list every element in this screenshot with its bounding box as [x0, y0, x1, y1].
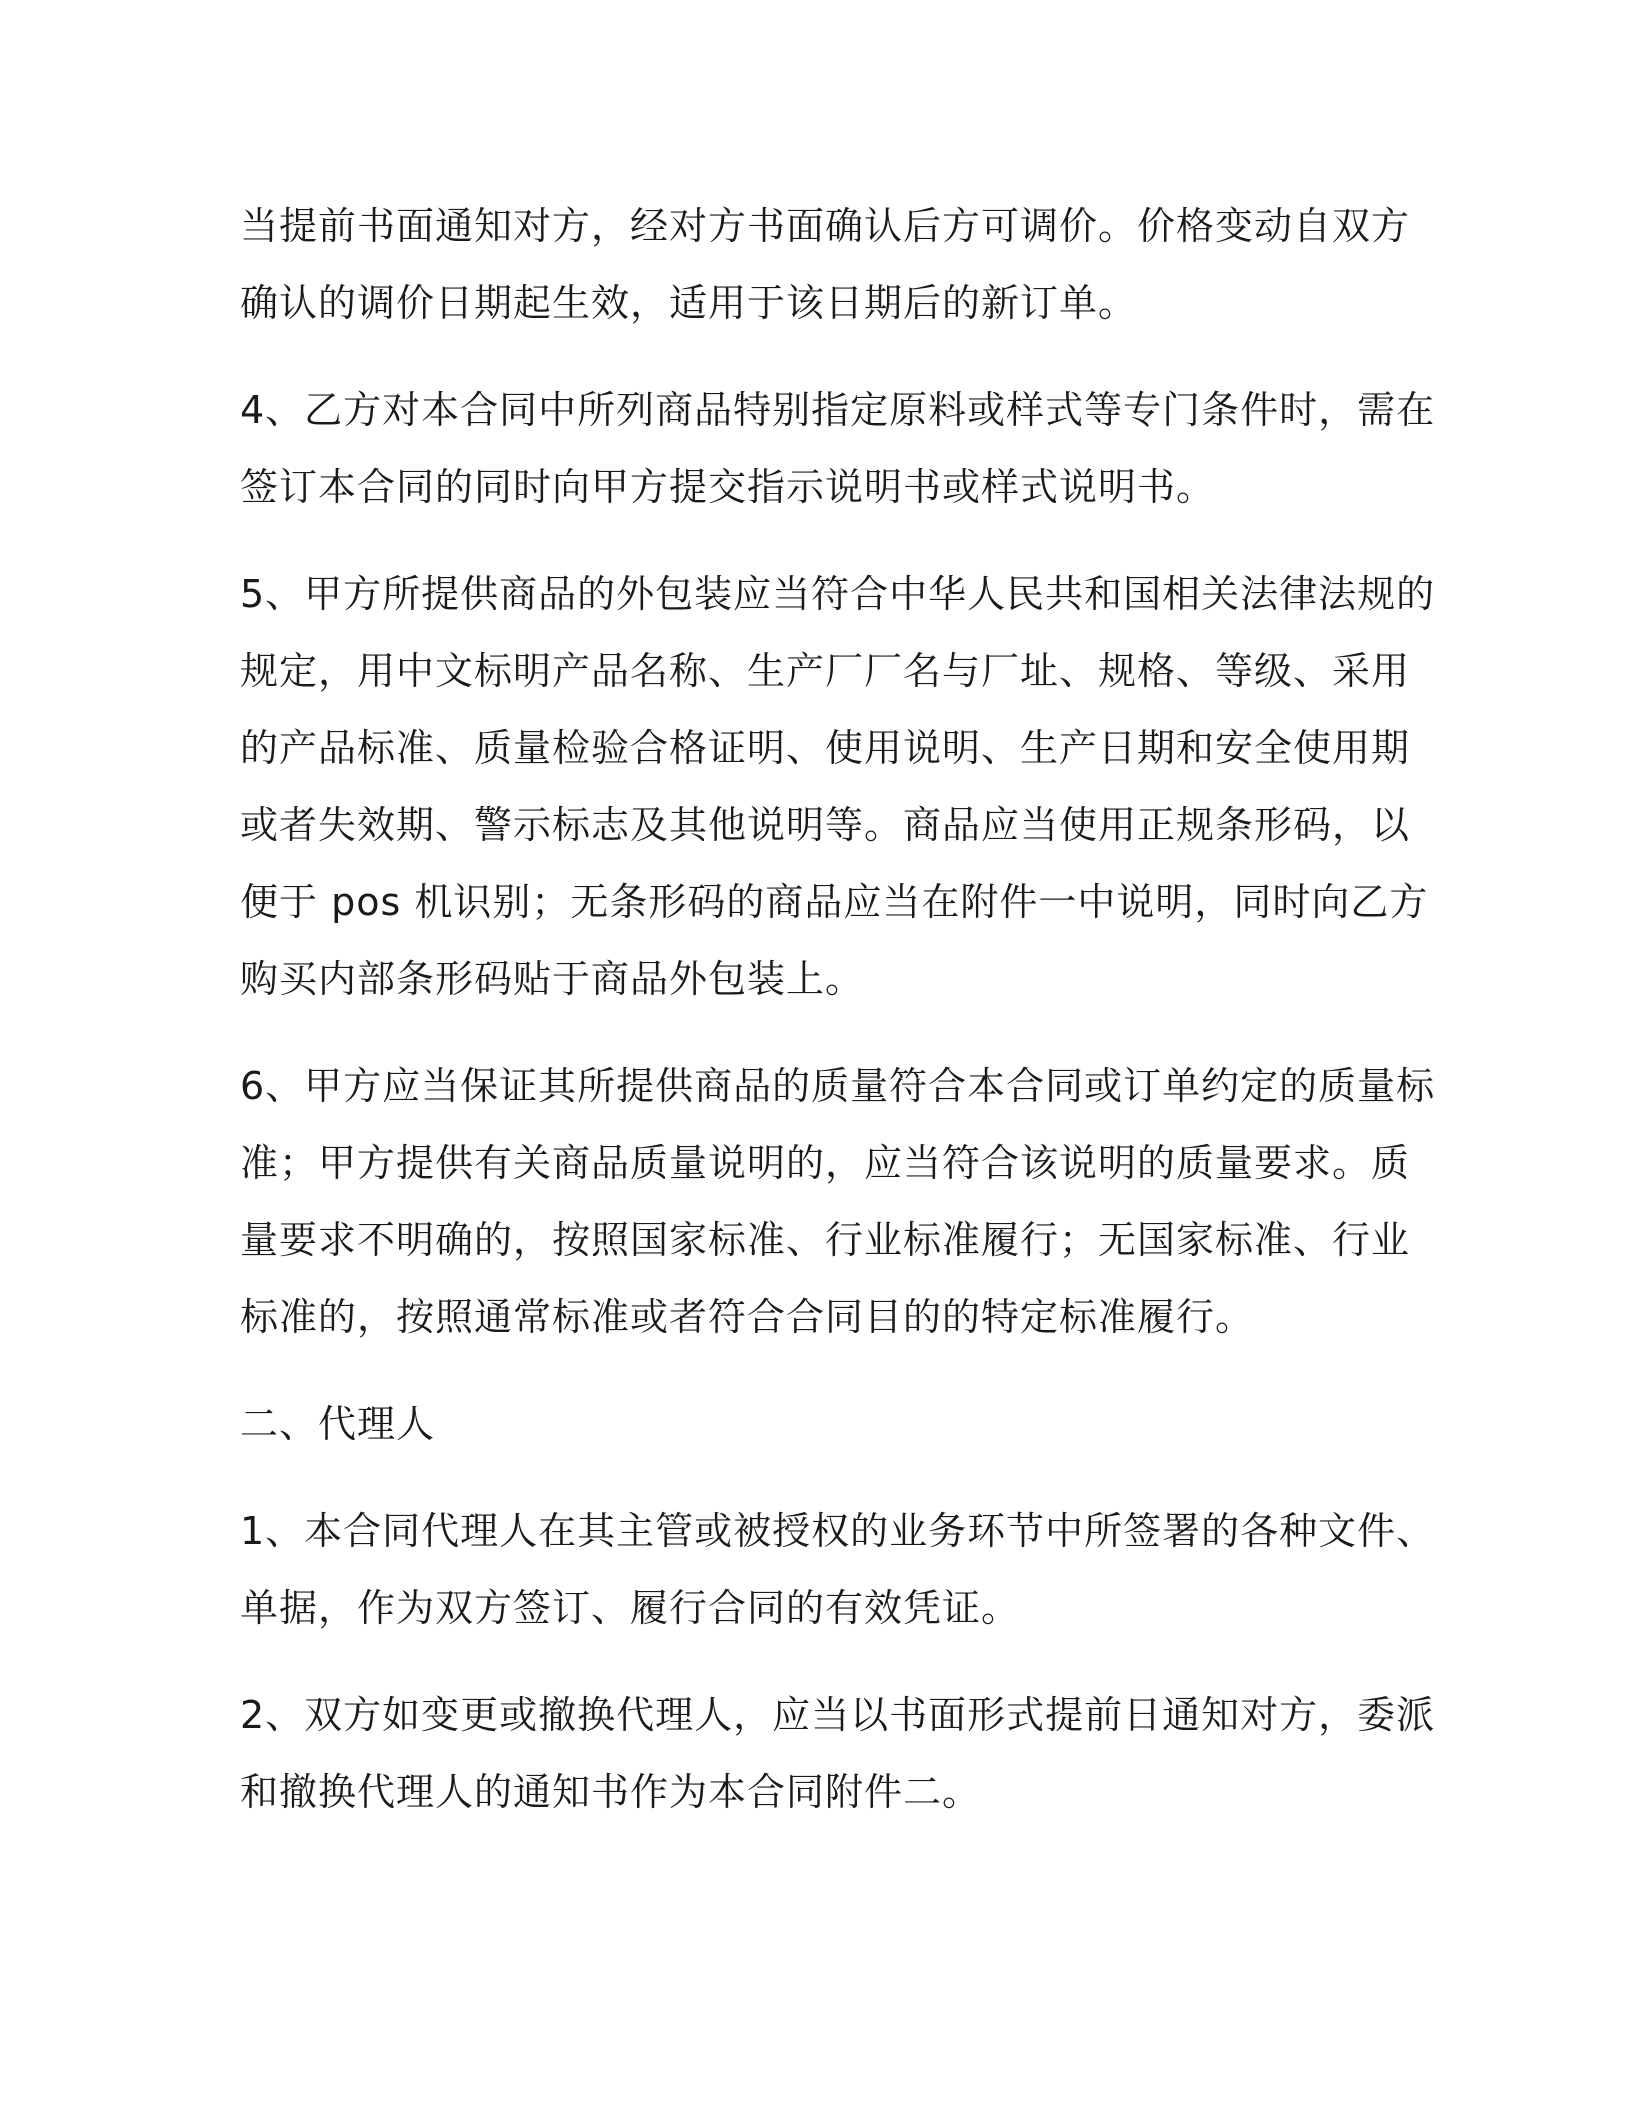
paragraph-agent-1	[240, 1493, 1436, 1647]
text-line: 6、甲方应当保证其所提供商品的质量符合本合同或订单约定的质量标	[240, 1064, 1436, 1108]
text-line: 单据，作为双方签订、履行合同的有效凭证。	[240, 1586, 1021, 1630]
text-line: 2、双方如变更或撤换代理人，应当以书面形式提前日通知对方，委派	[240, 1693, 1436, 1737]
text-line: 1、本合同代理人在其主管或被授权的业务环节中所签署的各种文件、	[240, 1509, 1436, 1553]
paragraph-clause-6	[240, 1048, 1436, 1356]
text-line: 4、乙方对本合同中所列商品特别指定原料或样式等专门条件时，需在	[240, 388, 1436, 432]
section-heading-agent: 二、代理人	[240, 1402, 436, 1446]
text-line: 5、甲方所提供商品的外包装应当符合中华人民共和国相关法律法规的	[240, 572, 1436, 616]
text-line: 规定，用中文标明产品名称、生产厂厂名与厂址、规格、等级、采用	[240, 649, 1411, 693]
text-line: 当提前书面通知对方，经对方书面确认后方可调价。价格变动自双方	[240, 204, 1411, 248]
paragraph-agent-2	[240, 1677, 1436, 1831]
document-page	[240, 188, 1436, 1861]
text-line: 量要求不明确的，按照国家标准、行业标准履行；无国家标准、行业	[240, 1218, 1411, 1262]
text-line: 的产品标准、质量检验合格证明、使用说明、生产日期和安全使用期	[240, 726, 1411, 770]
text-line: 确认的调价日期起生效，适用于该日期后的新订单。	[240, 281, 1138, 325]
text-line: 购买内部条形码贴于商品外包装上。	[240, 957, 865, 1001]
text-line: 和撤换代理人的通知书作为本合同附件二。	[240, 1770, 982, 1814]
text-line: 准；甲方提供有关商品质量说明的，应当符合该说明的质量要求。质	[240, 1141, 1411, 1185]
text-line: 签订本合同的同时向甲方提交指示说明书或样式说明书。	[240, 465, 1216, 509]
paragraph-price-adjustment	[240, 188, 1411, 342]
paragraph-clause-5	[240, 556, 1436, 1018]
text-line: 标准的，按照通常标准或者符合合同目的的特定标准履行。	[240, 1295, 1255, 1339]
text-line: 或者失效期、警示标志及其他说明等。商品应当使用正规条形码，以	[240, 803, 1411, 847]
paragraph-clause-4	[240, 372, 1436, 526]
text-line: 便于 pos 机识别；无条形码的商品应当在附件一中说明，同时向乙方	[240, 880, 1429, 924]
